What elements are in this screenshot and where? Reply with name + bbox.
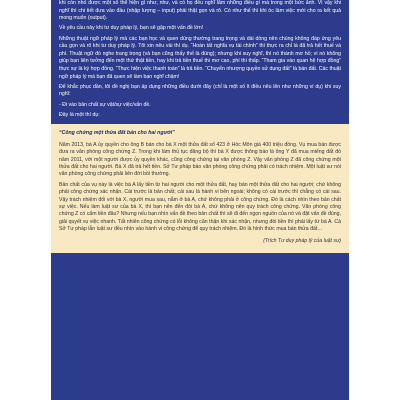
intro-paragraph-2: Về yêu cầu này khi tư duy pháp lý, bạn sẽ gặp một vấn đề lớn! [59,25,204,32]
quote-title: “Công chứng một thửa đất bán cho hai người” [59,130,175,137]
text-column [59,0,341,253]
book-page [51,0,349,400]
intro-paragraph-3: Những thuật ngữ pháp lý mà các bạn học và quen dùng thường trang trọng và dài dòng nên chúng không đáp ứng yêu cầu gọn và rõ khi tư duy pháp lý. Tôi xin nêu vài thí dụ. “Hoàn tất nghĩa vụ tài chính” thì thực ra chỉ là đã trả hết thuế và phí. Thuật ngữ đó nghe trang trọng (và bạn cũng thấy thế là đúng); nhưng khi suy nghĩ, thì nó thành mơ hồ; vì nó không giúp bạn liên tưởng đến một thứ thật tiền, hay khi trả tiền thuế thì mơ cao, phí thì thấp. “Tham gia vào quan hệ hợp đồng” thực sự là ký hợp đồng. “Thực hiện việc thanh toán” là trả tiền. “Chuyển nhượng quyền sử dụng đất” là bán đất. Các thuật ngữ pháp lý mà bạn đã quen sẽ làm bạn nghĩ chậm! [59,35,341,80]
quote-citation: (Trích Tư duy pháp lý của luật sư) [263,237,341,244]
intro-bullet: - Đi vào bản chất sự vật/sự việc/vấn đề. [59,101,151,108]
intro-example-lead: Đây là một thí dụ: [59,111,100,118]
intro-paragraph-4: Để khắc phục dần, tôi đề nghị bạn áp dụng những điều dưới đây (chỉ là một số ít điều nêu lên như những ví dụ) khi suy nghĩ: [59,83,341,98]
quote-box [51,124,349,253]
quote-paragraph-1: Năm 2013, bà A ủy quyền cho ông B bán cho bà X một thửa đất số 423 ở Hóc Môn giá 400 triệu đồng. Vụ mua bán được đưa ra văn phòng công chứng Z. Trong khi làm thủ tục đăng bộ thì bà X được thông báo là ông Y đã mua miếng đất đó năm 2011, với một người được ủy quyền khác, cũng công chứng tại văn phòng Z. Vậy văn phòng Z đã công chứng một thửa đất cho hai người. Bà X đã trả hết tiền. Sở Tư pháp bảo văn phòng công chứng phải có trách nhiệm. Một luật sư nói văn phòng công chứng phải liên đới bồi thường. [59,141,341,178]
intro-paragraph-1: khi còn nhỏ được một số thể hiện gì như, như, và có họ đều nghĩ lắm những điều gì mà trong một bức ảnh. Vì vậy khi nghĩ thì chi tiết đưa vào đầu (nhập lượng – input) phải thật gọn và rõ. Có như thế thì khi óc làm việc mới cho ra kết quả mong muốn (output). [59,0,341,22]
quote-paragraph-2: Bản chất của vụ này là việc bà A lấy tiền từ hai người cho một thửa đất, hay bán một thửa đất cho hai người; chứ không phải công chứng xác nhận. Cái trước là bản chất; cái sau là hành vi bên ngoài; không có cái trước thì chẳng có cái sau. Vậy trách nhiệm đối với bà X, người mua sau, nằm ở bà A, chứ không phải ở công chứng. Đó là cách nhìn theo bản chất sự việc. Nếu làm luật sư của bà X, thì bạn nên đến đòi bà A, chứ không nên quy trách công chứng. Văn phòng công chứng Z có cẩm tiền đâu? Nhưng nếu bạn nhìn vấn đề theo bản chất thì sẽ đi đến ngọn nguồn của nó và đặt vấn đề đúng, giải quyết vụ việc nhanh. Tất nhiên công chứng có lỗi không cẩn thận khi xác nhận, nhưng đòi tiền thì phải lấy từ bà A. Cả Sở Tư pháp lẫn luật sư đều nhìn vào hành vi công chứng để quy trách nhiệm. Đó là hình thức mua bán thửa đất… [59,181,341,233]
